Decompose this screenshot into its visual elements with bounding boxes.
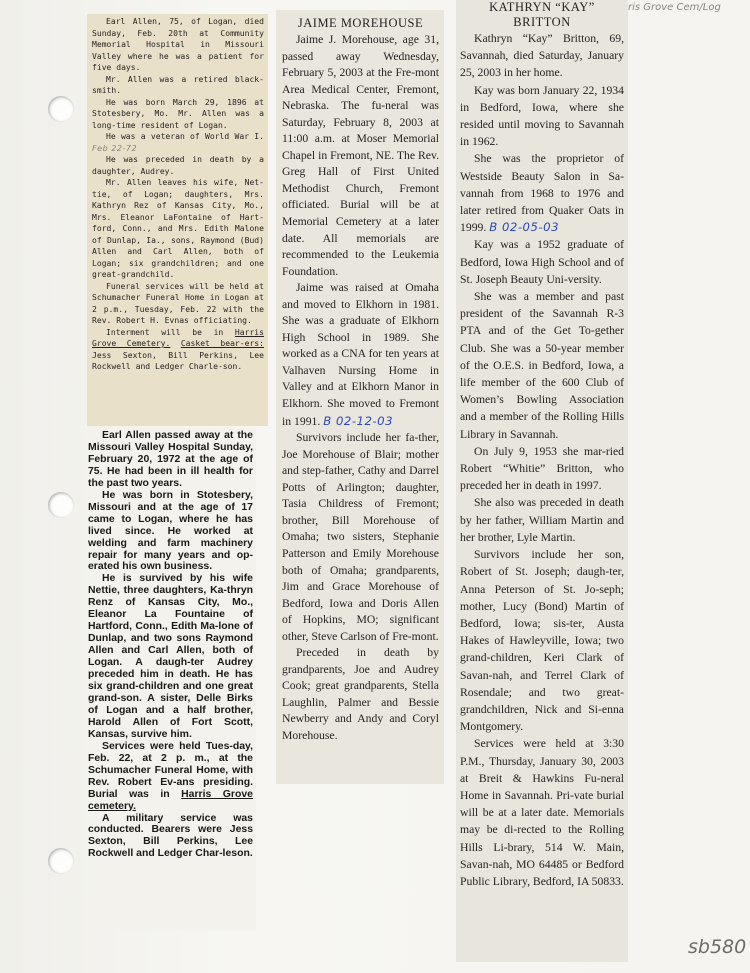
paragraph: Jaime J. Morehouse, age 31, passed away Wednesday, February 5, 2003 at the Fre-mont Area Medical Center, Fremont, Nebraska. The fu-neral was Saturday, February 8, 2003 at 11:00 a.m. at Moser Memorial Chapel in Fremont, NE. The Rev. Greg Hall of First United Methodist Church, Fremont officiated. Burial will be at Memorial Cemetery at a later date. All memorials are recommended to the Leukemia Foundation.: [282, 33, 439, 278]
bearers-text: Jess Sexton, Bill Perkins, Lee Rockwell and Ledger Charle-son.: [92, 350, 264, 371]
interment-text: Interment will be in: [106, 327, 235, 337]
paragraph: A military service was conducted. Bearers were Jess Sexton, Bill Perkins, Lee Rockwell and Ledger Char-leson.: [88, 812, 253, 860]
paragraph: On July 9, 1953 she mar-ried Robert “Whitie” Britton, who preceded her in death in 1997.: [460, 444, 624, 493]
paragraph-text: Jaime was raised at Omaha and moved to Elkhorn in 1981. She was a graduate of Elkhorn High School in 1989. She worked as a CNA for ten years at Valhaven Nursing Home in Valley and at Elkhorn Manor in Elkhorn. She moved to Fremont in 1991.: [282, 281, 439, 428]
paragraph-text: She was the proprietor of Westside Beauty Salon in Sa-vannah from 1968 to 1976 and later retired from Quaker Oats in 1999.: [460, 152, 624, 235]
paragraph: Services were held at 3:30 P.M., Thursday, January 30, 2003 at Breit & Hawkins Fu-neral Home in Savannah. Pri-vate burial will be at a later date. Memorials may be di-rected to the Rolling Hills Li-brary, 514 W. Main, Savan-nah, MO 64485 or Bedford Public Library, Bedford, IA 50833.: [460, 737, 624, 888]
paragraph: He was preceded in death by a daughter, Audrey.: [92, 155, 264, 176]
paragraph: [92, 327, 264, 373]
paragraph: Earl Allen, 75, of Logan, died Sunday, Feb. 20th at Community Memorial Hospital in Missouri Valley where he was a patient for five days.: [92, 17, 264, 72]
cemetery-name: Harris Grove cemetery.: [88, 788, 253, 812]
handwritten-corner-note: ris Grove Cem/Log: [628, 2, 721, 13]
handwritten-date: B 02-05-03: [489, 220, 560, 235]
paragraph: Kathryn “Kay” Britton, 69, Savannah, died Saturday, January 25, 2003 in her home.: [460, 32, 624, 80]
paragraph: Preceded in death by grandparents, Joe and Audrey Cook; great grandparents, Stella Laughlin, Palmer and Bessie Newberry and Andy and Coryl Morehouse.: [282, 646, 439, 742]
obituary-heading: JAIME MOREHOUSE: [297, 16, 424, 30]
paragraph: Survivors include her son, Robert of St. Joseph; daugh-ter, Anna Peterson of St. Jo-seph; mother, Lucy (Bond) Martin of Bedford, Iowa; sis-ter, Austa Hakes of Hawleyville, Iowa; two grand-children, Keri Clark of Savan-nah, and Terrel Clark of Rosendale; and two great-grandchildren, Nick and Si-enna Montgomery.: [460, 548, 624, 734]
paragraph: He was born in Stotesbery, Missouri and at the age of 17 came to Logan, where he has lived since. He worked at welding and farm machinery repair for many years and op-erated his own business.: [88, 489, 253, 573]
obituary-heading: [460, 0, 624, 30]
punch-hole: [48, 492, 74, 518]
paragraph-text: He was a veteran of World War I.: [106, 132, 264, 141]
handwritten-date: B 02-12-03: [323, 413, 394, 428]
obituary-clipping-jaime-morehouse: [276, 10, 444, 784]
paragraph: She was a member and past president of the Savannah R-3 PTA and of the Get To-gether Club. She was a 50-year member of the O.E.S. in Bedford, Iowa, a life member of the 600 Club of Women’s Bowling Association and a member of the Rolling Hills Library in Savannah.: [460, 290, 624, 441]
paragraph: Kay was a 1952 graduate of Bedford, Iowa High School and of St. Joseph Beauty Uni-versity.: [460, 238, 624, 286]
paragraph: Kay was born January 22, 1934 in Bedford, Iowa, where she resided until moving to Savannah in 1962.: [460, 83, 624, 149]
services-text: Services were held Tues-day, Feb. 22, at 2 p. m., at the Schumacher Funeral Home, with Rev. Robert Ev-ans presiding. Burial was in: [88, 740, 253, 800]
obituary-clipping-kathryn-britton: [456, 0, 628, 962]
obituary-clipping-earl-allen: [87, 14, 268, 426]
paragraph: He is survived by his wife Nettie, three daughters, Ka-thryn Renz of Kansas City, Mo., Eleanor La Fountaine of Hartford, Conn., Edith Ma-lone of Dunlap, and two sons Raymond Allen and Carl Allen, both of Logan. A daugh-ter Audrey preceded him in death. He has six grand-children and one great grand-son. A sister, Delle Birks of Logan and a half brother, Harold Allen of Fort Scott, Kansas, survive him.: [88, 573, 253, 740]
obituary-clipping-earl-allen-2: [85, 428, 256, 930]
paragraph: He was born March 29, 1896 at Stotesbery, Mo. Mr. Allen was a long-time resident of Logan.: [92, 97, 264, 130]
paragraph: [282, 280, 439, 430]
heading-line: KATHRYN “KAY”: [489, 0, 595, 14]
paragraph: [460, 150, 624, 236]
page-number: sb580: [688, 936, 747, 958]
paragraph: Funeral services will be held at Schumacher Funeral Home in Logan at 2 p.m., Tuesday, Feb. 22 with the Rev. Robert H. Evnas officiating.: [92, 281, 264, 325]
paragraph: Earl Allen passed away at the Missouri Valley Hospital Sunday, February 20, 1972 at the age of 75. He had been in ill health for the past two years.: [88, 430, 253, 489]
punch-hole: [48, 848, 74, 874]
handwritten-date: Feb 22-72: [92, 143, 138, 153]
punch-hole: [48, 96, 74, 122]
paragraph: She also was preceded in death by her father, William Martin and her brother, Lyle Martin.: [460, 496, 624, 544]
paragraph: Mr. Allen leaves his wife, Net-tie, of Logan; daughters, Mrs. Kathryn Rez of Kansas City, Mo., Mrs. Eleanor LaFontaine of Hart-ford, Conn., and Mrs. Edith Malone of Dunlap, Ia., sons, Raymond (Bud) Allen and Carl Allen, both of Logan; six grandchildren; and one great-grandchild.: [92, 178, 264, 279]
bearers-label: Casket bear-ers:: [180, 339, 264, 348]
paragraph: Mr. Allen was a retired black-smith.: [92, 74, 264, 95]
paragraph: Survivors include her fa-ther, Joe Morehouse of Blair; mother and step-father, Cathy and Darrel Potts of Arlington; daughter, Tasia Childress of Fremont; brother, Bill Morehouse of Omaha; two sisters, Stephanie Patterson and Emily Morehouse both of Omaha; grandparents, Jim and Grace Morehouse of Bedford, Iowa and Doris Allen of Hopkins, MO; significant other, Steve Carlson of Fre-mont.: [282, 431, 439, 643]
paragraph: [92, 131, 264, 154]
paragraph: [88, 741, 253, 813]
cemetery-name: Harris Grove Cemetery.: [92, 327, 264, 348]
heading-line: BRITTON: [513, 15, 571, 29]
